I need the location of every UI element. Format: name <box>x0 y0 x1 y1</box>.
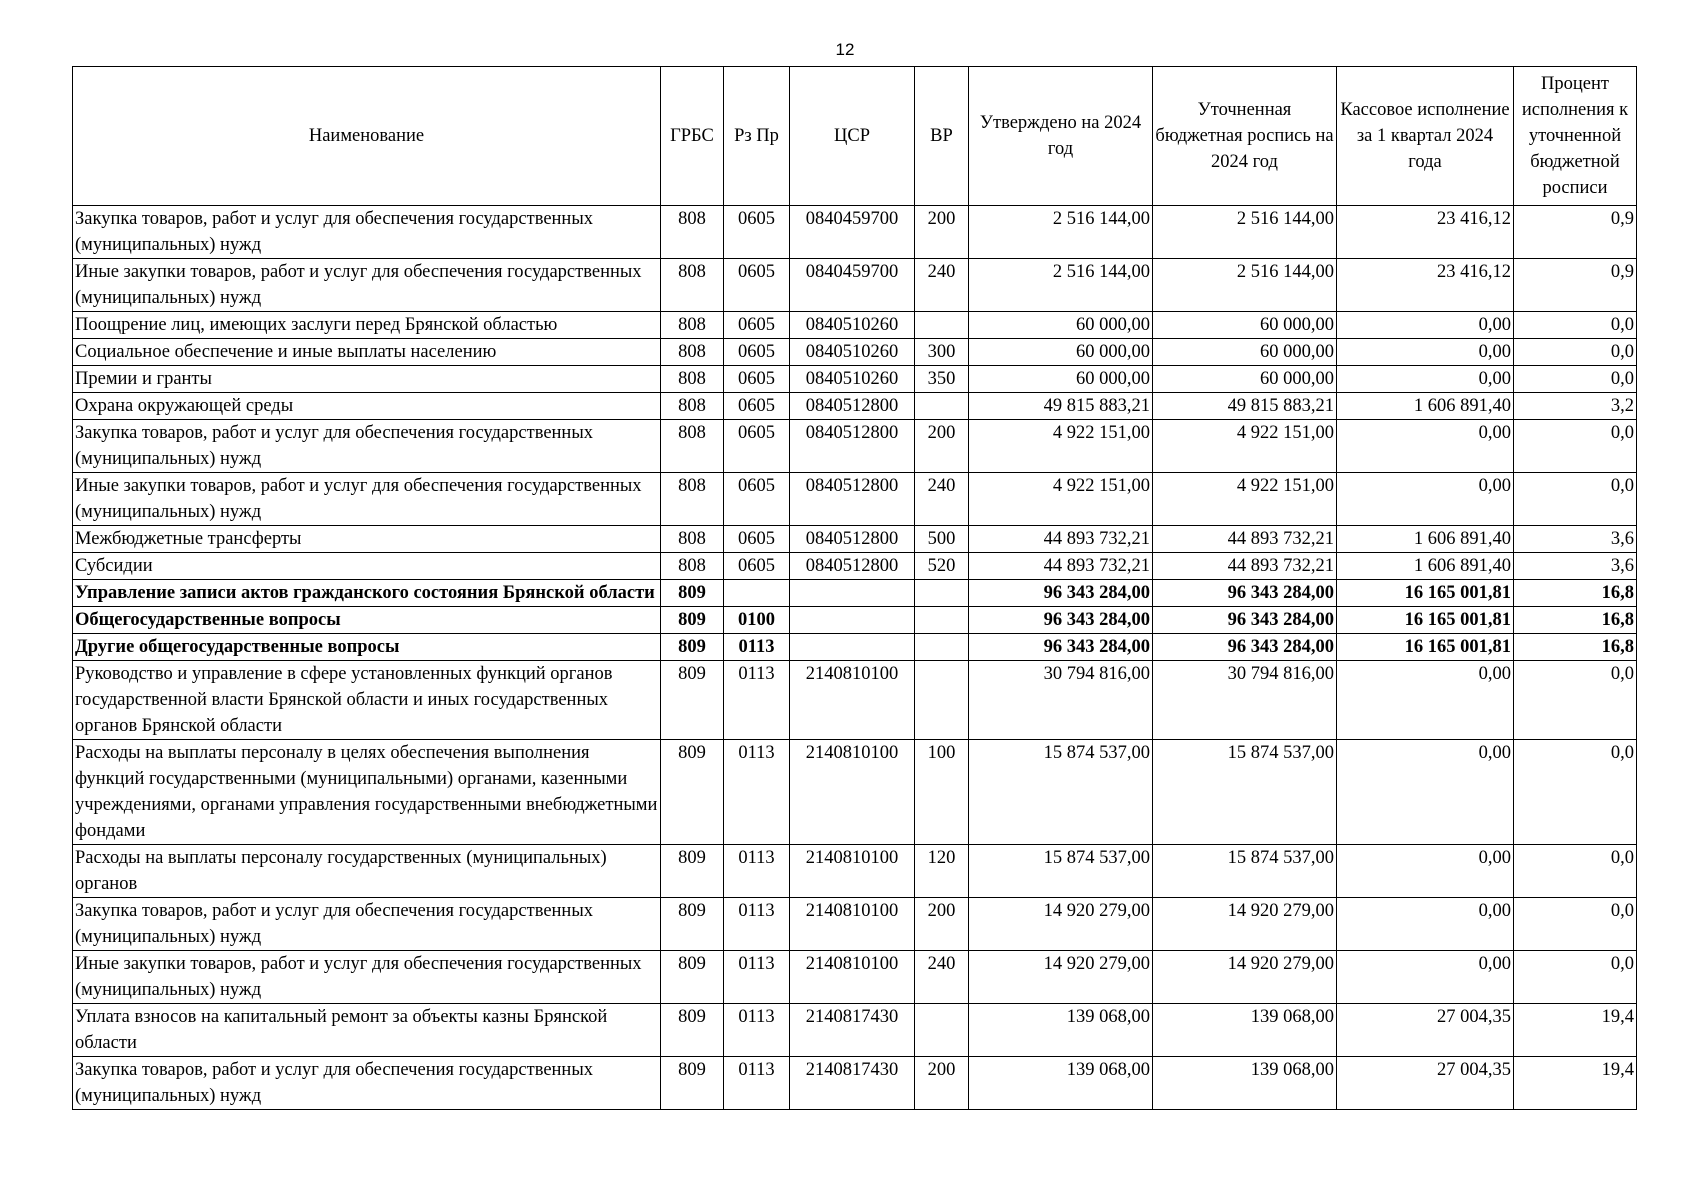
cell-rzpr: 0113 <box>724 661 790 740</box>
cell-name: Общегосударственные вопросы <box>73 607 661 634</box>
cell-approved: 139 068,00 <box>969 1057 1153 1110</box>
cell-rzpr: 0113 <box>724 1004 790 1057</box>
header-csr: ЦСР <box>790 67 915 206</box>
cell-csr: 0840512800 <box>790 526 915 553</box>
cell-rzpr: 0605 <box>724 473 790 526</box>
cell-name: Иные закупки товаров, работ и услуг для обеспечения государственных (муниципальных) нужд <box>73 259 661 312</box>
cell-executed: 0,00 <box>1337 339 1514 366</box>
cell-name: Иные закупки товаров, работ и услуг для обеспечения государственных (муниципальных) нужд <box>73 473 661 526</box>
cell-refined: 4 922 151,00 <box>1153 473 1337 526</box>
table-row <box>73 1057 1637 1110</box>
cell-approved: 60 000,00 <box>969 339 1153 366</box>
header-name: Наименование <box>73 67 661 206</box>
table-row <box>73 393 1637 420</box>
cell-percent: 16,8 <box>1514 580 1637 607</box>
cell-vr <box>915 661 969 740</box>
cell-rzpr: 0113 <box>724 898 790 951</box>
cell-name: Поощрение лиц, имеющих заслуги перед Брянской областью <box>73 312 661 339</box>
cell-vr: 240 <box>915 259 969 312</box>
cell-refined: 4 922 151,00 <box>1153 420 1337 473</box>
cell-grbs: 809 <box>661 634 724 661</box>
cell-approved: 139 068,00 <box>969 1004 1153 1057</box>
cell-executed: 27 004,35 <box>1337 1057 1514 1110</box>
table-row <box>73 661 1637 740</box>
cell-refined: 2 516 144,00 <box>1153 206 1337 259</box>
cell-rzpr <box>724 580 790 607</box>
cell-grbs: 809 <box>661 740 724 845</box>
cell-refined: 44 893 732,21 <box>1153 553 1337 580</box>
header-row <box>73 67 1637 206</box>
cell-csr: 0840510260 <box>790 312 915 339</box>
cell-vr <box>915 312 969 339</box>
cell-vr <box>915 634 969 661</box>
cell-grbs: 809 <box>661 1004 724 1057</box>
cell-grbs: 808 <box>661 473 724 526</box>
cell-percent: 0,0 <box>1514 473 1637 526</box>
cell-name: Уплата взносов на капитальный ремонт за объекты казны Брянской области <box>73 1004 661 1057</box>
cell-approved: 44 893 732,21 <box>969 526 1153 553</box>
table-row <box>73 420 1637 473</box>
cell-percent: 19,4 <box>1514 1004 1637 1057</box>
cell-rzpr: 0605 <box>724 393 790 420</box>
cell-refined: 60 000,00 <box>1153 366 1337 393</box>
cell-percent: 0,0 <box>1514 420 1637 473</box>
cell-name: Закупка товаров, работ и услуг для обеспечения государственных (муниципальных) нужд <box>73 1057 661 1110</box>
cell-rzpr: 0605 <box>724 339 790 366</box>
cell-csr <box>790 634 915 661</box>
cell-vr: 300 <box>915 339 969 366</box>
cell-percent: 3,6 <box>1514 526 1637 553</box>
cell-vr: 200 <box>915 1057 969 1110</box>
table-row <box>73 366 1637 393</box>
cell-name: Закупка товаров, работ и услуг для обеспечения государственных (муниципальных) нужд <box>73 206 661 259</box>
cell-csr: 2140810100 <box>790 740 915 845</box>
cell-executed: 16 165 001,81 <box>1337 634 1514 661</box>
cell-refined: 139 068,00 <box>1153 1057 1337 1110</box>
cell-executed: 0,00 <box>1337 740 1514 845</box>
cell-csr: 0840459700 <box>790 206 915 259</box>
cell-name: Иные закупки товаров, работ и услуг для обеспечения государственных (муниципальных) нужд <box>73 951 661 1004</box>
table-row <box>73 206 1637 259</box>
cell-grbs: 808 <box>661 393 724 420</box>
cell-executed: 0,00 <box>1337 661 1514 740</box>
table-body <box>73 206 1637 1110</box>
cell-csr: 0840459700 <box>790 259 915 312</box>
cell-vr <box>915 580 969 607</box>
cell-grbs: 808 <box>661 259 724 312</box>
cell-vr <box>915 393 969 420</box>
cell-csr: 2140810100 <box>790 845 915 898</box>
cell-percent: 0,0 <box>1514 740 1637 845</box>
cell-vr: 100 <box>915 740 969 845</box>
cell-executed: 1 606 891,40 <box>1337 553 1514 580</box>
cell-csr: 0840510260 <box>790 366 915 393</box>
cell-percent: 19,4 <box>1514 1057 1637 1110</box>
table-row <box>73 526 1637 553</box>
cell-refined: 96 343 284,00 <box>1153 580 1337 607</box>
cell-refined: 96 343 284,00 <box>1153 607 1337 634</box>
header-grbs: ГРБС <box>661 67 724 206</box>
cell-rzpr: 0113 <box>724 740 790 845</box>
cell-executed: 16 165 001,81 <box>1337 580 1514 607</box>
cell-refined: 15 874 537,00 <box>1153 740 1337 845</box>
cell-grbs: 808 <box>661 206 724 259</box>
cell-percent: 0,0 <box>1514 845 1637 898</box>
cell-rzpr: 0605 <box>724 553 790 580</box>
cell-csr: 0840512800 <box>790 473 915 526</box>
table-row <box>73 607 1637 634</box>
cell-percent: 16,8 <box>1514 607 1637 634</box>
cell-percent: 0,0 <box>1514 898 1637 951</box>
cell-approved: 15 874 537,00 <box>969 740 1153 845</box>
budget-table <box>72 66 1637 1110</box>
cell-grbs: 809 <box>661 607 724 634</box>
cell-vr: 200 <box>915 420 969 473</box>
header-approved: Утверждено на 2024 год <box>969 67 1153 206</box>
cell-refined: 14 920 279,00 <box>1153 898 1337 951</box>
cell-approved: 60 000,00 <box>969 366 1153 393</box>
table-row <box>73 898 1637 951</box>
cell-approved: 44 893 732,21 <box>969 553 1153 580</box>
cell-vr: 120 <box>915 845 969 898</box>
cell-name: Расходы на выплаты персоналу государственных (муниципальных) органов <box>73 845 661 898</box>
cell-percent: 0,0 <box>1514 951 1637 1004</box>
cell-vr: 240 <box>915 951 969 1004</box>
cell-grbs: 808 <box>661 312 724 339</box>
cell-csr: 0840512800 <box>790 420 915 473</box>
cell-approved: 14 920 279,00 <box>969 898 1153 951</box>
cell-approved: 60 000,00 <box>969 312 1153 339</box>
cell-rzpr: 0113 <box>724 845 790 898</box>
cell-name: Премии и гранты <box>73 366 661 393</box>
cell-rzpr: 0605 <box>724 259 790 312</box>
cell-refined: 49 815 883,21 <box>1153 393 1337 420</box>
cell-grbs: 809 <box>661 580 724 607</box>
cell-name: Охрана окружающей среды <box>73 393 661 420</box>
cell-csr <box>790 607 915 634</box>
cell-refined: 44 893 732,21 <box>1153 526 1337 553</box>
header-refined: Уточненная бюджетная роспись на 2024 год <box>1153 67 1337 206</box>
cell-vr: 240 <box>915 473 969 526</box>
cell-grbs: 809 <box>661 1057 724 1110</box>
cell-executed: 0,00 <box>1337 898 1514 951</box>
cell-name: Закупка товаров, работ и услуг для обеспечения государственных (муниципальных) нужд <box>73 898 661 951</box>
cell-grbs: 808 <box>661 339 724 366</box>
cell-approved: 14 920 279,00 <box>969 951 1153 1004</box>
cell-grbs: 808 <box>661 553 724 580</box>
header-executed: Кассовое исполнение за 1 квартал 2024 года <box>1337 67 1514 206</box>
cell-grbs: 809 <box>661 951 724 1004</box>
cell-rzpr: 0605 <box>724 526 790 553</box>
cell-executed: 16 165 001,81 <box>1337 607 1514 634</box>
cell-rzpr: 0100 <box>724 607 790 634</box>
cell-grbs: 808 <box>661 420 724 473</box>
cell-approved: 30 794 816,00 <box>969 661 1153 740</box>
cell-approved: 96 343 284,00 <box>969 634 1153 661</box>
cell-executed: 23 416,12 <box>1337 259 1514 312</box>
cell-grbs: 808 <box>661 366 724 393</box>
page-number: 12 <box>835 40 855 59</box>
cell-grbs: 809 <box>661 898 724 951</box>
cell-refined: 30 794 816,00 <box>1153 661 1337 740</box>
cell-grbs: 808 <box>661 526 724 553</box>
cell-percent: 3,2 <box>1514 393 1637 420</box>
table-row <box>73 740 1637 845</box>
header-rzpr: Рз Пр <box>724 67 790 206</box>
cell-csr: 0840512800 <box>790 553 915 580</box>
cell-refined: 15 874 537,00 <box>1153 845 1337 898</box>
cell-percent: 0,0 <box>1514 366 1637 393</box>
cell-refined: 2 516 144,00 <box>1153 259 1337 312</box>
cell-percent: 3,6 <box>1514 553 1637 580</box>
cell-vr: 200 <box>915 206 969 259</box>
cell-approved: 96 343 284,00 <box>969 580 1153 607</box>
cell-percent: 0,9 <box>1514 259 1637 312</box>
cell-refined: 60 000,00 <box>1153 339 1337 366</box>
cell-percent: 0,0 <box>1514 312 1637 339</box>
cell-name: Руководство и управление в сфере установленных функций органов государственной власти Брянской области и иных государственных органов Брянской области <box>73 661 661 740</box>
cell-csr <box>790 580 915 607</box>
cell-rzpr: 0605 <box>724 366 790 393</box>
cell-vr <box>915 1004 969 1057</box>
cell-executed: 0,00 <box>1337 473 1514 526</box>
cell-name: Другие общегосударственные вопросы <box>73 634 661 661</box>
cell-executed: 27 004,35 <box>1337 1004 1514 1057</box>
cell-approved: 15 874 537,00 <box>969 845 1153 898</box>
header-percent: Процент исполнения к уточненной бюджетной росписи <box>1514 67 1637 206</box>
cell-refined: 139 068,00 <box>1153 1004 1337 1057</box>
cell-approved: 49 815 883,21 <box>969 393 1153 420</box>
table-row <box>73 259 1637 312</box>
cell-name: Субсидии <box>73 553 661 580</box>
cell-executed: 0,00 <box>1337 312 1514 339</box>
cell-approved: 2 516 144,00 <box>969 259 1153 312</box>
cell-refined: 60 000,00 <box>1153 312 1337 339</box>
table-row <box>73 553 1637 580</box>
cell-vr: 520 <box>915 553 969 580</box>
table-row <box>73 339 1637 366</box>
cell-percent: 0,0 <box>1514 339 1637 366</box>
cell-approved: 96 343 284,00 <box>969 607 1153 634</box>
cell-executed: 0,00 <box>1337 951 1514 1004</box>
table-row <box>73 473 1637 526</box>
table-header <box>73 67 1637 206</box>
cell-csr: 0840512800 <box>790 393 915 420</box>
cell-executed: 0,00 <box>1337 366 1514 393</box>
table-row <box>73 634 1637 661</box>
table-row <box>73 951 1637 1004</box>
cell-name: Межбюджетные трансферты <box>73 526 661 553</box>
cell-rzpr: 0113 <box>724 1057 790 1110</box>
cell-executed: 1 606 891,40 <box>1337 393 1514 420</box>
cell-percent: 0,0 <box>1514 661 1637 740</box>
cell-rzpr: 0605 <box>724 206 790 259</box>
table-row <box>73 580 1637 607</box>
cell-name: Расходы на выплаты персоналу в целях обеспечения выполнения функций государственными (муниципальными) органами, казенными учреждениями, органами управления государственными внебюджетными фондами <box>73 740 661 845</box>
cell-executed: 0,00 <box>1337 420 1514 473</box>
cell-vr: 500 <box>915 526 969 553</box>
cell-csr: 2140810100 <box>790 661 915 740</box>
cell-refined: 14 920 279,00 <box>1153 951 1337 1004</box>
cell-vr: 200 <box>915 898 969 951</box>
cell-rzpr: 0605 <box>724 312 790 339</box>
cell-csr: 2140810100 <box>790 951 915 1004</box>
cell-name: Закупка товаров, работ и услуг для обеспечения государственных (муниципальных) нужд <box>73 420 661 473</box>
cell-executed: 1 606 891,40 <box>1337 526 1514 553</box>
cell-csr: 2140810100 <box>790 898 915 951</box>
cell-grbs: 809 <box>661 661 724 740</box>
table-row <box>73 845 1637 898</box>
cell-csr: 2140817430 <box>790 1004 915 1057</box>
cell-name: Управление записи актов гражданского состояния Брянской области <box>73 580 661 607</box>
cell-approved: 4 922 151,00 <box>969 473 1153 526</box>
cell-grbs: 809 <box>661 845 724 898</box>
cell-approved: 2 516 144,00 <box>969 206 1153 259</box>
cell-executed: 0,00 <box>1337 845 1514 898</box>
cell-csr: 2140817430 <box>790 1057 915 1110</box>
header-vr: ВР <box>915 67 969 206</box>
cell-rzpr: 0113 <box>724 951 790 1004</box>
cell-percent: 16,8 <box>1514 634 1637 661</box>
cell-approved: 4 922 151,00 <box>969 420 1153 473</box>
cell-csr: 0840510260 <box>790 339 915 366</box>
cell-rzpr: 0605 <box>724 420 790 473</box>
cell-vr: 350 <box>915 366 969 393</box>
cell-rzpr: 0113 <box>724 634 790 661</box>
cell-percent: 0,9 <box>1514 206 1637 259</box>
table-row <box>73 1004 1637 1057</box>
cell-executed: 23 416,12 <box>1337 206 1514 259</box>
cell-refined: 96 343 284,00 <box>1153 634 1337 661</box>
table-row <box>73 312 1637 339</box>
cell-name: Социальное обеспечение и иные выплаты населению <box>73 339 661 366</box>
cell-vr <box>915 607 969 634</box>
